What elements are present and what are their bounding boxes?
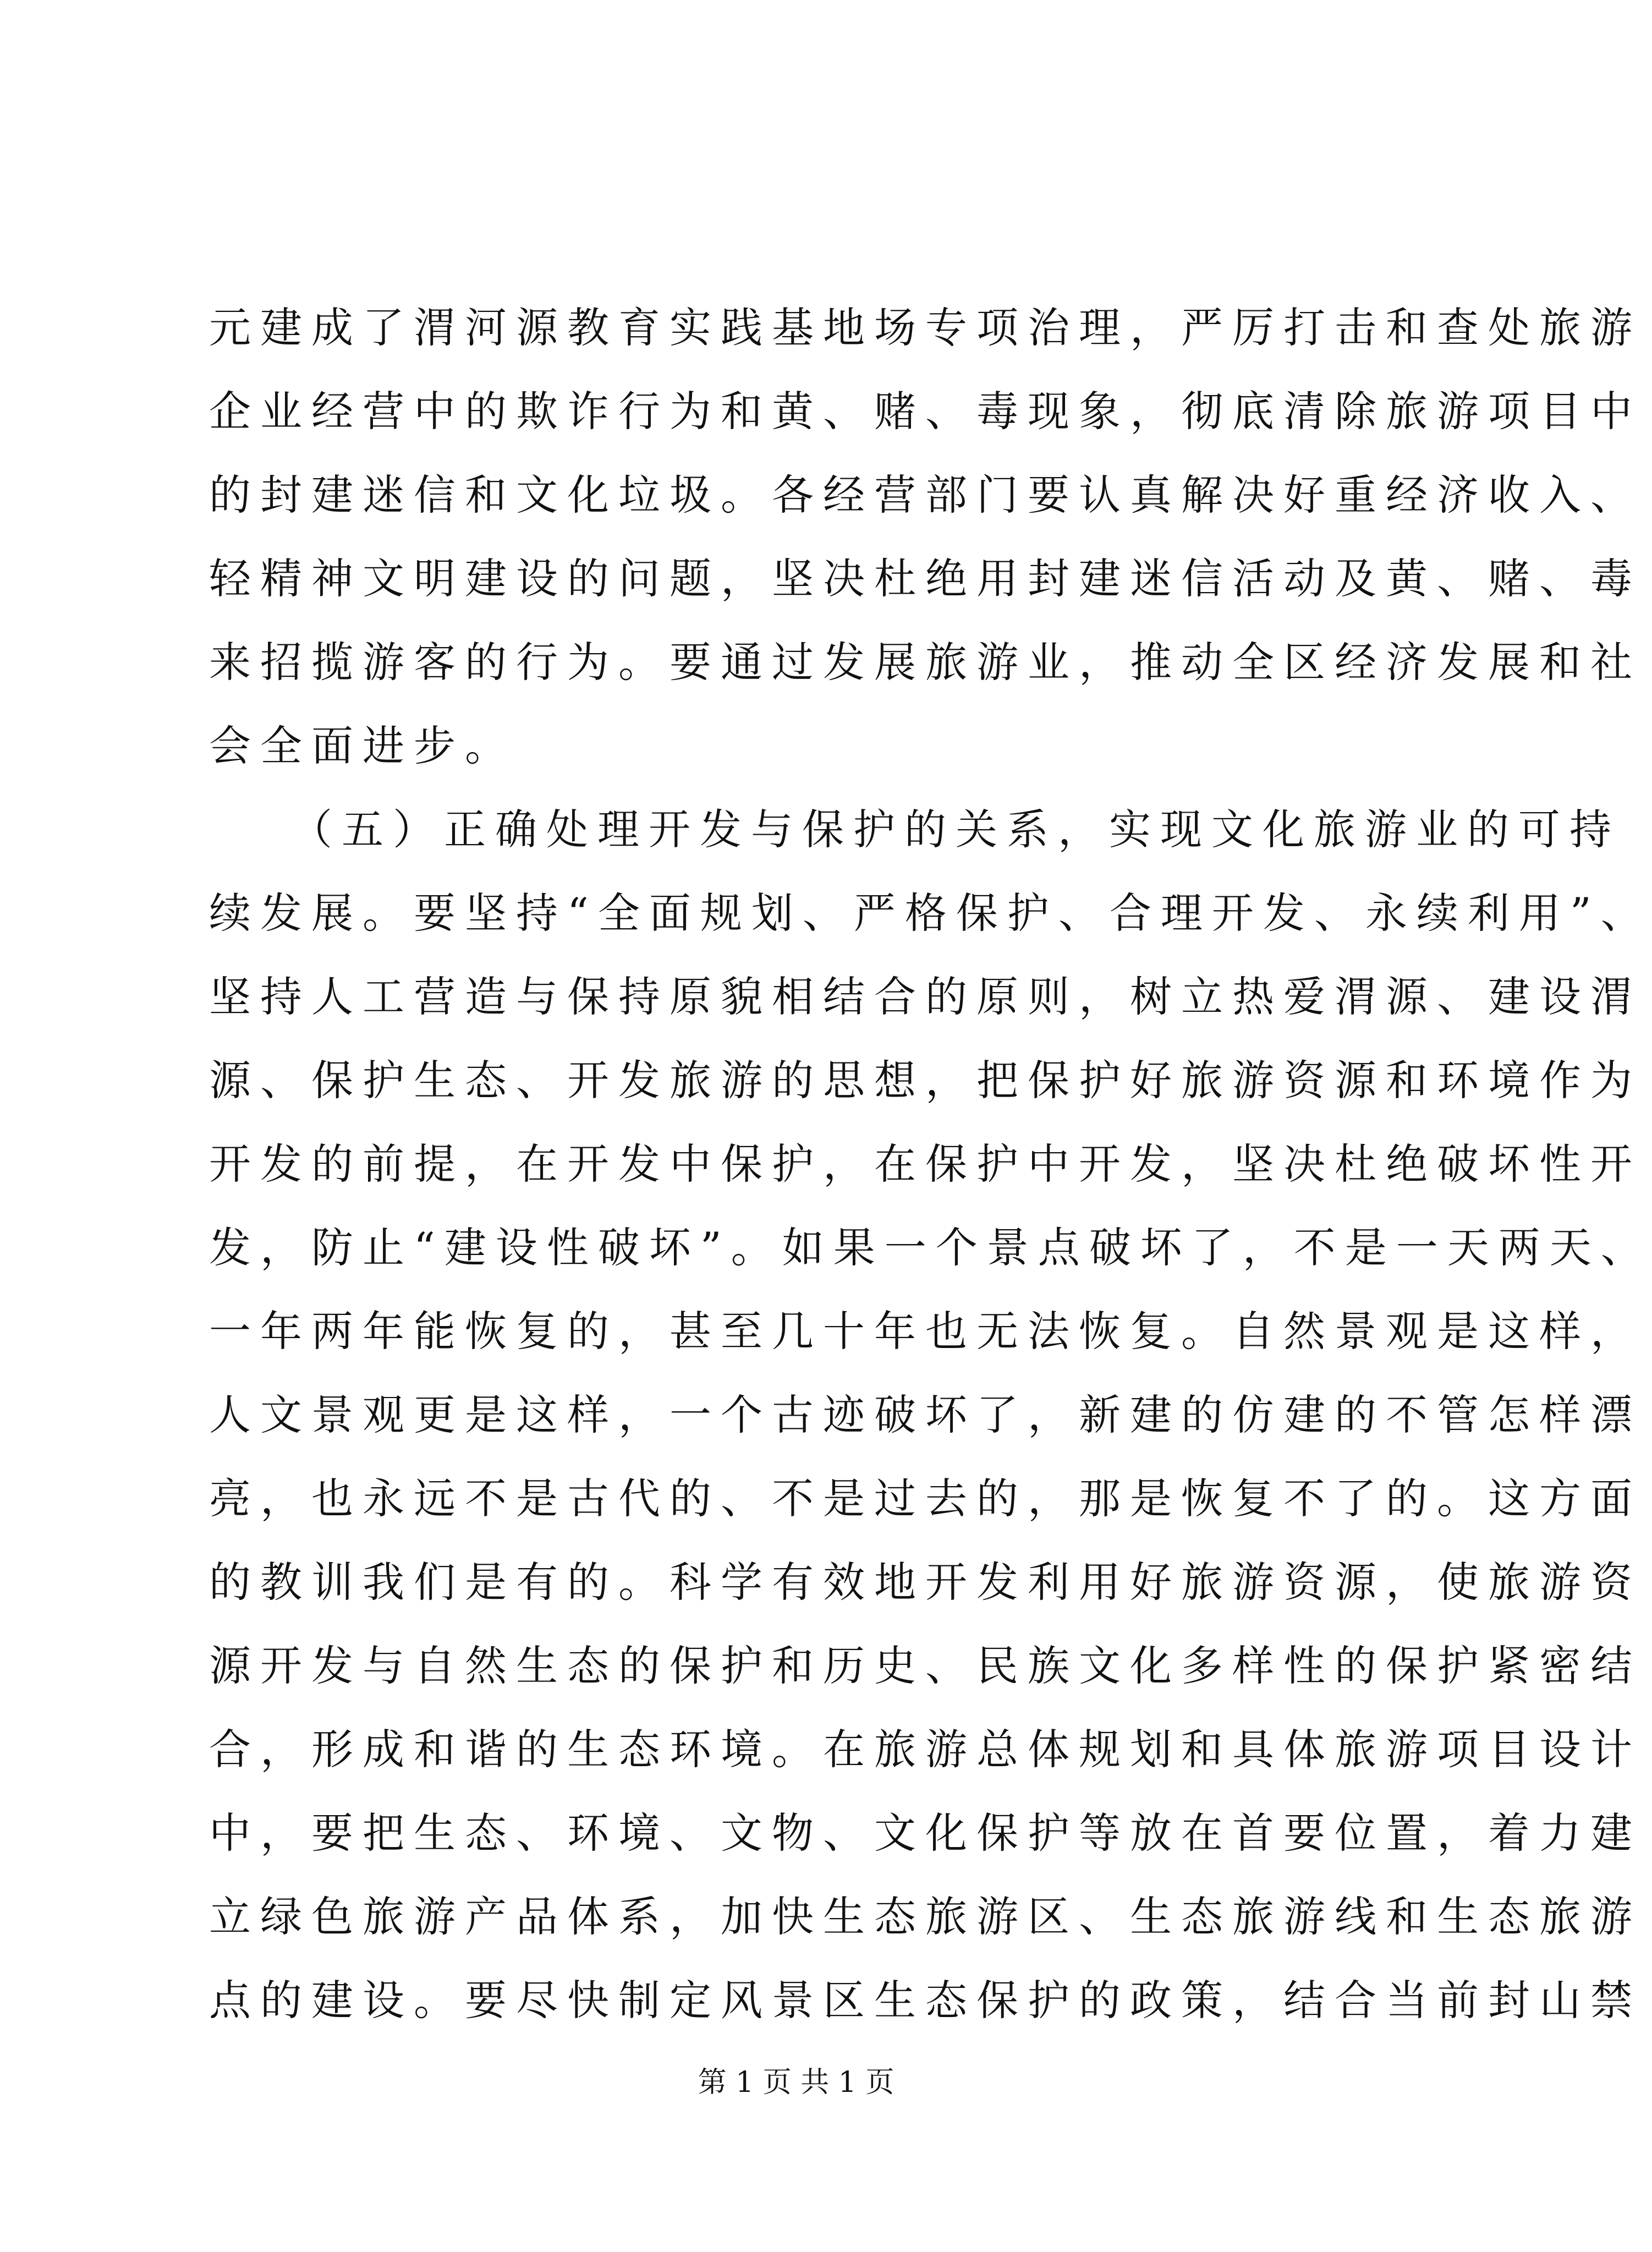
text-line: 元建成了渭河源教育实践基地场专项治理，严厉打击和查处旅游 xyxy=(209,303,1642,352)
text-line: 中，要把生态、环境、文物、文化保护等放在首要位置，着力建 xyxy=(209,1809,1642,1858)
text-line: 轻精神文明建设的问题，坚决杜绝用封建迷信活动及黄、赌、毒 xyxy=(209,554,1642,603)
text-line: 来招揽游客的行为。要通过发展旅游业，推动全区经济发展和社 xyxy=(209,638,1642,687)
text-line: 源开发与自然生态的保护和历史、民族文化多样性的保护紧密结 xyxy=(209,1641,1642,1690)
text-line: 的封建迷信和文化垃圾。各经营部门要认真解决好重经济收入、 xyxy=(209,470,1642,519)
text-line: 人文景观更是这样，一个古迹破坏了，新建的仿建的不管怎样漂 xyxy=(209,1390,1642,1439)
text-line: 企业经营中的欺诈行为和黄、赌、毒现象，彻底清除旅游项目中 xyxy=(209,387,1642,436)
text-line: 合，形成和谐的生态环境。在旅游总体规划和具体旅游项目设计 xyxy=(209,1725,1642,1774)
text-line: 续发展。要坚持“全面规划、严格保护、合理开发、永续利用”、 xyxy=(209,889,1652,938)
body-text xyxy=(209,286,1652,2042)
text-line: 坚持人工营造与保持原貌相结合的原则，树立热爱渭源、建设渭 xyxy=(209,972,1642,1021)
page-number-footer: 第 1 页 共 1 页 xyxy=(698,2066,894,2099)
text-line: 开发的前提，在开发中保护，在保护中开发，坚决杜绝破坏性开 xyxy=(209,1139,1642,1188)
text-line: 源、保护生态、开发旅游的思想，把保护好旅游资源和环境作为 xyxy=(209,1056,1642,1105)
text-line: 点的建设。要尽快制定风景区生态保护的政策，结合当前封山禁 xyxy=(209,1976,1642,2025)
text-line: 的教训我们是有的。科学有效地开发利用好旅游资源，使旅游资 xyxy=(209,1558,1642,1607)
text-line: 亮，也永远不是古代的、不是过去的，那是恢复不了的。这方面 xyxy=(209,1474,1642,1523)
text-line: 一年两年能恢复的，甚至几十年也无法恢复。自然景观是这样， xyxy=(209,1307,1642,1356)
text-line: 会全面进步。 xyxy=(209,721,516,770)
text-line: 发，防止“建设性破坏”。如果一个景点破坏了，不是一天两天、 xyxy=(209,1223,1652,1272)
text-line: 立绿色旅游产品体系，加快生态旅游区、生态旅游线和生态旅游 xyxy=(209,1892,1642,1941)
paragraph-start-line: （五）正确处理开发与保护的关系，实现文化旅游业的可持 xyxy=(209,805,1621,854)
